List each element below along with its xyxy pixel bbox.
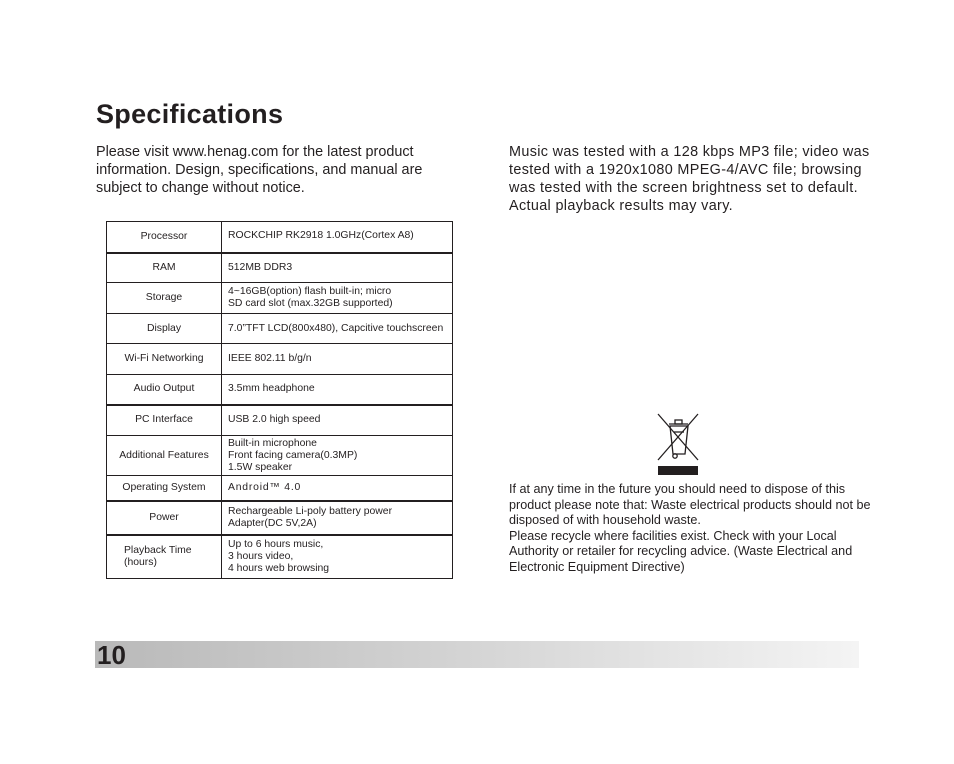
- spec-value-line: 7.0”TFT LCD(800x480), Capcitive touchscreen: [228, 322, 444, 334]
- spec-value-line: Front facing camera(0.3MP): [228, 449, 358, 461]
- spec-label: RAM: [107, 253, 222, 283]
- spec-value-line: 512MB DDR3: [228, 261, 293, 273]
- spec-row-processor: [107, 222, 453, 253]
- spec-label-text: Playback Time (hours): [124, 544, 192, 568]
- spec-label: Operating System: [107, 476, 222, 501]
- spec-value-line: 4 hours web browsing: [228, 562, 330, 574]
- spec-value: [222, 535, 453, 579]
- spec-value: [222, 253, 453, 283]
- spec-value-line: IEEE 802.11 b/g/n: [228, 353, 312, 364]
- spec-row-playback-time: [107, 535, 453, 579]
- spec-value-line: Up to 6 hours music,: [228, 538, 324, 550]
- specifications-table: [106, 221, 453, 579]
- spec-label: Audio Output: [107, 375, 222, 405]
- spec-value-line: Android™ 4.0: [228, 481, 302, 493]
- spec-label: Additional Features: [107, 436, 222, 476]
- spec-value: [222, 344, 453, 375]
- spec-value: [222, 314, 453, 344]
- spec-label: Storage: [107, 283, 222, 314]
- spec-value-line: 3 hours video,: [228, 550, 294, 562]
- spec-value: [222, 375, 453, 405]
- spec-value-line: Built-in microphone: [228, 437, 317, 449]
- spec-value: [222, 222, 453, 253]
- spec-value: [222, 283, 453, 314]
- spec-value-line: Rechargeable Li-poly battery power: [228, 505, 393, 517]
- spec-row-audio-output: [107, 375, 453, 405]
- intro-text: Please visit www.henag.com for the latest product information. Design, specifications, and manual are subject to change without notice.: [96, 144, 423, 196]
- page-number: 10: [97, 640, 126, 670]
- spec-row-power: [107, 501, 453, 535]
- disposal-paragraph: If at any time in the future you should need to dispose of this product please note that: Waste electrical products should not be disposed of with household waste.: [509, 482, 871, 527]
- spec-label: Processor: [107, 222, 222, 253]
- spec-value-line: 4~16GB(option) flash built-in; micro: [228, 286, 392, 297]
- spec-row-storage: [107, 283, 453, 314]
- spec-row-ram: [107, 253, 453, 283]
- spec-label: [107, 535, 222, 579]
- crossed-out-wheelie-bin-icon: [655, 412, 701, 476]
- spec-row-additional-features: [107, 436, 453, 476]
- spec-label: Power: [107, 501, 222, 535]
- spec-row-wifi: [107, 344, 453, 375]
- spec-value-line: 1.5W speaker: [228, 461, 293, 473]
- spec-value: [222, 476, 453, 501]
- spec-label: Display: [107, 314, 222, 344]
- spec-value: [222, 405, 453, 436]
- spec-value-line: Adapter(DC 5V,2A): [228, 517, 317, 529]
- spec-value-line: USB 2.0 high speed: [228, 414, 321, 426]
- spec-value-line: ROCKCHIP RK2918 1.0GHz(Cortex A8): [228, 230, 414, 241]
- spec-row-operating-system: [107, 476, 453, 501]
- spec-value: [222, 436, 453, 476]
- spec-label: PC Interface: [107, 405, 222, 436]
- playback-note: Music was tested with a 128 kbps MP3 file; video was tested with a 1920x1080 MPEG-4/AVC file; browsing was tested with the screen brightness set to default. Actual playback results may vary.: [509, 144, 870, 214]
- spec-row-pc-interface: [107, 405, 453, 436]
- spec-value: [222, 501, 453, 535]
- spec-value-line: SD card slot (max.32GB supported): [228, 298, 393, 309]
- spec-label: Wi-Fi Networking: [107, 344, 222, 375]
- spec-value-line: 3.5mm headphone: [228, 383, 315, 395]
- footer-bar: [95, 641, 859, 668]
- disposal-paragraph: Please recycle where facilities exist. Check with your Local Authority or retailer for recycling advice. (Waste Electrical and Electronic Equipment Directive): [509, 528, 853, 574]
- disposal-notice: [509, 482, 879, 575]
- spec-row-display: [107, 314, 453, 344]
- page-title: Specifications: [96, 99, 284, 129]
